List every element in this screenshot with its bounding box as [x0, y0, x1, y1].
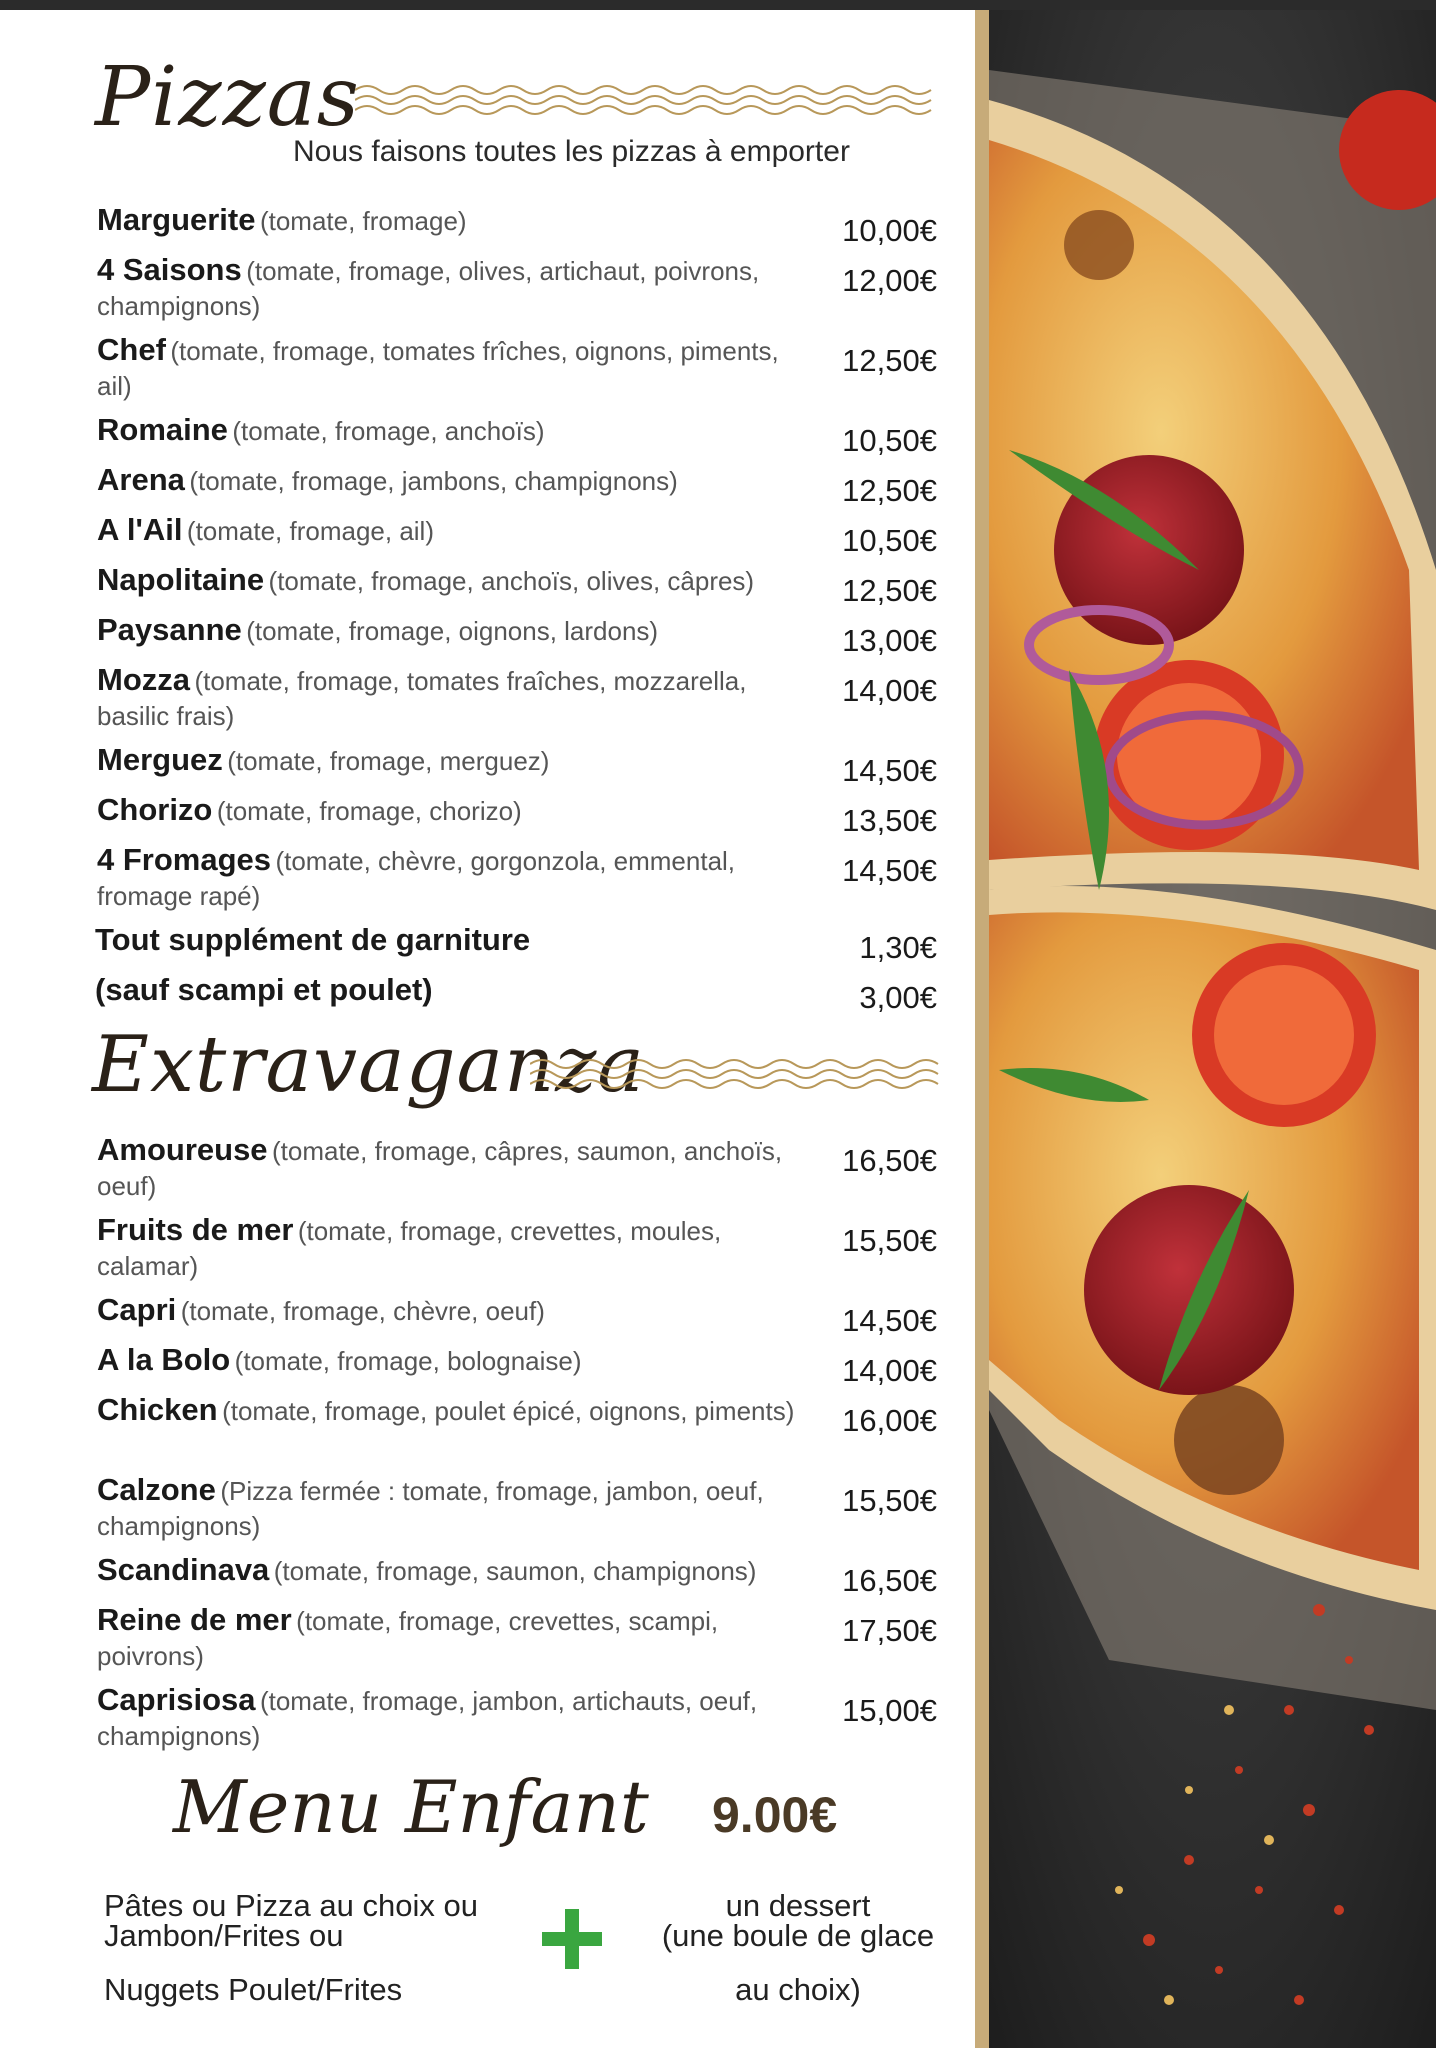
- item-name: Paysanne: [97, 612, 242, 647]
- item-name: 4 Fromages: [97, 842, 272, 877]
- item-price: 15,50€: [842, 1223, 937, 1258]
- item-name: 4 Saisons: [97, 252, 242, 287]
- item-price: 14,00€: [842, 1353, 937, 1388]
- menu-item: [97, 842, 817, 916]
- item-desc: (tomate, fromage, crevettes, scampi, poivrons): [97, 1606, 719, 1671]
- item-desc: (tomate, fromage, anchoïs, olives, câpres): [268, 566, 755, 596]
- item-price: 12,50€: [842, 573, 937, 608]
- item-name: Reine de mer: [97, 1602, 292, 1637]
- item-name: Arena: [97, 462, 185, 497]
- kids-option-line: Pâtes ou Pizza au choix ou: [104, 1888, 478, 1923]
- item-desc: (tomate, fromage, chorizo): [216, 796, 522, 826]
- item-desc: (tomate, fromage, chèvre, oeuf): [180, 1296, 545, 1326]
- item-desc: (tomate, fromage, crevettes, moules, calamar): [97, 1216, 722, 1281]
- item-name: Mozza: [97, 662, 190, 697]
- item-desc: (Pizza fermée : tomate, fromage, jambon, oeuf, champignons): [97, 1476, 764, 1541]
- menu-item: [97, 1292, 817, 1331]
- item-desc: (tomate, fromage, bolognaise): [234, 1346, 582, 1376]
- menu-item: [97, 562, 857, 601]
- menu-item: [97, 512, 817, 551]
- menu-item: [97, 332, 817, 406]
- heading-extravaganza: Extravaganza: [92, 1020, 645, 1110]
- supplement-price: 1,30€: [859, 930, 937, 965]
- heading-menu-enfant: Menu Enfant: [173, 1765, 649, 1849]
- item-desc: (tomate, fromage, jambons, champignons): [189, 466, 678, 496]
- dessert-line: au choix): [735, 1972, 861, 2007]
- menu-item: [97, 412, 817, 451]
- takeaway-subtitle: Nous faisons toutes les pizzas à emporter: [293, 135, 850, 168]
- top-edge: [0, 0, 1436, 10]
- supplement-label: (sauf scampi et poulet): [95, 972, 433, 1007]
- item-name: Romaine: [97, 412, 228, 447]
- item-price: 13,00€: [842, 623, 937, 658]
- item-desc: (tomate, fromage): [259, 206, 467, 236]
- supplement-price: 3,00€: [859, 980, 937, 1015]
- dessert-line: un dessert: [725, 1888, 871, 1923]
- item-name: Marguerite: [97, 202, 256, 237]
- item-name: Fruits de mer: [97, 1212, 294, 1247]
- item-desc: (tomate, fromage, saumon, champignons): [273, 1556, 757, 1586]
- item-desc: (tomate, fromage, oignons, lardons): [246, 616, 659, 646]
- menu-item: [97, 1342, 817, 1381]
- item-name: Chorizo: [97, 792, 213, 827]
- gold-divider: [975, 10, 989, 2048]
- item-price: 10,50€: [842, 423, 937, 458]
- item-desc: (tomate, fromage, olives, artichaut, poivrons, champignons): [97, 256, 760, 321]
- item-price: 17,50€: [842, 1613, 937, 1648]
- item-price: 12,50€: [842, 473, 937, 508]
- menu-item: [97, 202, 817, 241]
- heading-pizzas: Pizzas: [95, 50, 360, 145]
- menu-item: [97, 462, 817, 501]
- item-desc: (tomate, fromage, ail): [186, 516, 434, 546]
- item-price: 14,50€: [842, 1303, 937, 1338]
- menu-item: [97, 1392, 817, 1431]
- item-desc: (tomate, fromage, tomates frîches, oignons, piments, ail): [97, 336, 779, 401]
- item-price: 14,00€: [842, 673, 937, 708]
- item-desc: (tomate, fromage, tomates fraîches, mozzarella, basilic frais): [97, 666, 747, 731]
- item-name: Amoureuse: [97, 1132, 268, 1167]
- plus-icon: [538, 1905, 606, 1973]
- item-desc: (tomate, fromage, anchoïs): [232, 416, 545, 446]
- item-name: A l'Ail: [97, 512, 183, 547]
- menu-item: [97, 1602, 817, 1676]
- item-price: 15,00€: [842, 1693, 937, 1728]
- menu-item: [97, 1682, 817, 1756]
- wave-ornament-icon: [355, 82, 940, 124]
- item-price: 16,00€: [842, 1403, 937, 1438]
- item-price: 16,50€: [842, 1143, 937, 1178]
- item-price: 10,00€: [842, 213, 937, 248]
- item-price: 12,00€: [842, 263, 937, 298]
- menu-item: [97, 1212, 817, 1286]
- menu-item: [97, 662, 817, 736]
- item-name: Capri: [97, 1292, 177, 1327]
- menu-item: [97, 1472, 817, 1546]
- item-price: 16,50€: [842, 1563, 937, 1598]
- menu-page: [0, 10, 975, 2048]
- kids-option-line: Jambon/Frites ou: [104, 1918, 344, 1953]
- item-price: 14,50€: [842, 753, 937, 788]
- wave-ornament-icon: [530, 1056, 940, 1098]
- item-name: Napolitaine: [97, 562, 265, 597]
- menu-item: [97, 1552, 857, 1591]
- menu-item: [97, 792, 817, 831]
- menu-enfant-price: 9.00€: [712, 1787, 838, 1843]
- item-desc: (tomate, chèvre, gorgonzola, emmental, fromage rapé): [97, 846, 736, 911]
- item-desc: (tomate, fromage, merguez): [227, 746, 550, 776]
- dessert-line: (une boule de glace: [661, 1918, 935, 1953]
- menu-item: [97, 252, 817, 326]
- pizza-photo-icon: [989, 10, 1436, 2048]
- item-name: Merguez: [97, 742, 223, 777]
- item-price: 13,50€: [842, 803, 937, 838]
- item-name: Caprisiosa: [97, 1682, 256, 1717]
- item-desc: (tomate, fromage, poulet épicé, oignons, piments): [222, 1396, 795, 1426]
- item-name: Scandinava: [97, 1552, 270, 1587]
- kids-option-line: Nuggets Poulet/Frites: [104, 1972, 403, 2007]
- item-price: 12,50€: [842, 343, 937, 378]
- supplement-label: Tout supplément de garniture: [95, 922, 531, 957]
- item-price: 10,50€: [842, 523, 937, 558]
- item-name: Chef: [97, 332, 166, 367]
- menu-item: [97, 742, 817, 781]
- item-name: A la Bolo: [97, 1342, 231, 1377]
- item-desc: (tomate, fromage, câpres, saumon, anchoïs, oeuf): [97, 1136, 783, 1201]
- menu-item: [97, 1132, 817, 1206]
- menu-item: [97, 612, 817, 651]
- item-price: 15,50€: [842, 1483, 937, 1518]
- item-name: Calzone: [97, 1472, 216, 1507]
- item-desc: (tomate, fromage, jambon, artichauts, oeuf, champignons): [97, 1686, 758, 1751]
- item-name: Chicken: [97, 1392, 218, 1427]
- item-price: 14,50€: [842, 853, 937, 888]
